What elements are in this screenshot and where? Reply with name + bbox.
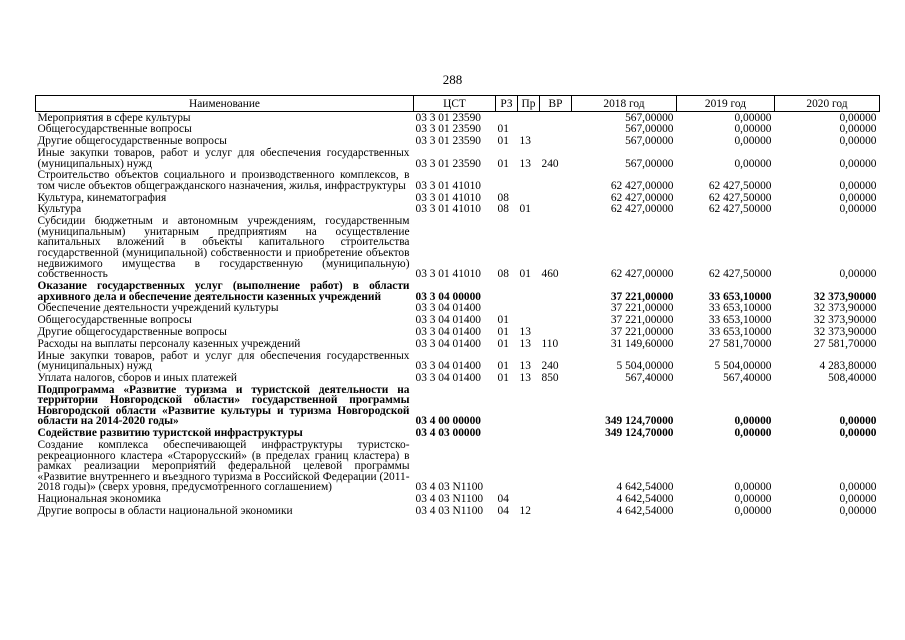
cell-2019: 27 581,70000 — [708, 338, 772, 350]
cell-2020: 0,00000 — [839, 123, 877, 136]
table-row — [36, 170, 880, 192]
cell-pr — [518, 428, 540, 440]
cell-2020: 0,00000 — [839, 427, 877, 440]
cell-pr: 01 — [519, 268, 531, 281]
cell-rz — [496, 303, 518, 315]
cell-rz: 01 — [497, 338, 509, 350]
cell-2020: 32 373,90000 — [813, 314, 877, 327]
cell-2019: 62 427,50000 — [708, 192, 772, 204]
cell-rz — [496, 439, 518, 493]
cell-name: Другие общегосударственные вопросы — [37, 325, 227, 338]
cell-2020: 0,00000 — [839, 179, 877, 192]
cell-pr: 01 — [519, 203, 531, 216]
cell-2019: 33 653,10000 — [708, 314, 772, 327]
cell-2018: 37 221,00000 — [610, 314, 674, 327]
cell-vr: 850 — [541, 372, 559, 384]
table-row — [36, 315, 880, 327]
cell-cst: 03 3 04 01400 — [415, 338, 481, 350]
cell-vr: 240 — [541, 360, 559, 373]
cell-2019: 567,40000 — [723, 372, 772, 384]
cell-name: Культура — [37, 203, 82, 216]
cell-pr — [518, 315, 540, 327]
cell-vr: 240 — [541, 157, 559, 170]
cell-pr — [518, 192, 540, 204]
cell-name: Расходы на выплаты персоналу казенных учреждений — [37, 337, 301, 350]
cell-rz: 01 — [497, 360, 509, 373]
table-body — [36, 112, 880, 518]
table-row — [36, 439, 880, 493]
cell-cst: 03 3 01 23590 — [415, 157, 481, 170]
cell-2018: 4 642,54000 — [616, 481, 674, 494]
cell-cst: 03 4 03 N1100 — [415, 493, 484, 506]
table-row — [36, 216, 880, 281]
cell-2020: 0,00000 — [839, 135, 877, 148]
cell-2019: 0,00000 — [734, 415, 772, 428]
cell-2019: 0,00000 — [734, 111, 772, 124]
cell-vr — [540, 192, 572, 204]
cell-pr: 13 — [519, 326, 531, 338]
table-row — [36, 338, 880, 350]
cell-2019: 0,00000 — [734, 157, 772, 170]
cell-2020: 32 373,90000 — [813, 326, 877, 338]
cell-cst: 03 3 01 41010 — [415, 268, 481, 281]
cell-2018: 37 221,00000 — [610, 326, 674, 338]
cell-name: Обеспечение деятельности учреждений культуры — [37, 302, 279, 315]
cell-rz — [496, 112, 518, 124]
table-row — [36, 280, 880, 302]
cell-2018: 567,00000 — [625, 111, 674, 124]
cell-2020: 0,00000 — [839, 111, 877, 124]
cell-pr: 13 — [519, 360, 531, 373]
cell-pr: 13 — [519, 157, 531, 170]
cell-vr — [540, 280, 572, 302]
table-row — [36, 494, 880, 506]
cell-cst: 03 3 01 41010 — [415, 179, 481, 192]
cell-vr — [540, 439, 572, 493]
cell-2018: 62 427,00000 — [610, 268, 674, 281]
cell-2018: 567,40000 — [625, 372, 674, 384]
table-row — [36, 112, 880, 124]
cell-cst: 03 3 01 41010 — [415, 192, 481, 204]
cell-vr — [540, 428, 572, 440]
cell-cst: 03 3 01 41010 — [415, 203, 481, 216]
cell-name: Культура, кинематография — [37, 191, 167, 204]
cell-name: Содействие развитию туристской инфраструктуры — [37, 427, 303, 440]
cell-name: Другие общегосударственные вопросы — [37, 135, 227, 148]
cell-vr — [540, 204, 572, 216]
cell-cst: 03 3 04 01400 — [415, 360, 481, 373]
cell-rz: 08 — [497, 268, 509, 281]
cell-vr — [540, 136, 572, 148]
cell-name: Субсидии бюджетным и автономным учреждениям, государственным (муниципальным) унитарным предприятиям на осуществление капитальных вложений в объекты капитального строительства государственной (муниципальной) собственности и приобретение объектов недвижимого имущества в государственную (муниципальную) собственность — [37, 215, 410, 281]
header-2020: 2020 год — [775, 96, 880, 112]
cell-2018: 5 504,00000 — [616, 360, 674, 373]
cell-2019: 33 653,10000 — [708, 302, 772, 315]
cell-rz — [496, 384, 518, 428]
cell-name: Оказание государственных услуг (выполнение работ) в области архивного дела и обеспечение деятельности казенных учреждений — [37, 280, 410, 303]
cell-2019: 62 427,50000 — [708, 268, 772, 281]
cell-2018: 349 124,70000 — [605, 415, 674, 428]
header-vr: ВР — [540, 96, 572, 112]
budget-table — [35, 95, 880, 517]
cell-2018: 62 427,00000 — [610, 192, 674, 204]
table-row — [36, 372, 880, 384]
cell-vr — [540, 112, 572, 124]
cell-cst: 03 3 01 23590 — [415, 135, 481, 148]
cell-rz — [496, 280, 518, 302]
cell-2018: 567,00000 — [625, 135, 674, 148]
cell-pr — [518, 303, 540, 315]
cell-2018: 62 427,00000 — [610, 203, 674, 216]
cell-2020: 0,00000 — [839, 157, 877, 170]
cell-2020: 32 373,90000 — [813, 302, 877, 315]
cell-2020: 0,00000 — [839, 415, 877, 428]
cell-name: Мероприятия в сфере культуры — [37, 111, 191, 124]
cell-rz: 04 — [497, 505, 509, 517]
page-number: 288 — [442, 72, 463, 87]
cell-2019: 5 504,00000 — [714, 360, 772, 373]
cell-cst: 03 4 00 00000 — [415, 415, 481, 428]
cell-2019: 0,00000 — [734, 135, 772, 148]
cell-cst: 03 4 03 N1100 — [415, 481, 484, 494]
cell-pr — [518, 439, 540, 493]
cell-name: Иные закупки товаров, работ и услуг для обеспечения государственных (муниципальных) нужд — [37, 146, 410, 170]
cell-2019: 33 653,10000 — [708, 326, 772, 338]
cell-2020: 508,40000 — [828, 372, 877, 384]
cell-rz: 01 — [497, 314, 509, 327]
cell-2018: 37 221,00000 — [610, 290, 674, 303]
cell-name: Национальная экономика — [37, 493, 161, 506]
cell-vr: 460 — [541, 268, 559, 281]
cell-name: Подпрограмма «Развитие туризма и туристской деятельности на территории Новгородской области» государственной программы Новгородской области «Развитие культуры и туризма Новгородской области на 2014-2020 годы» — [37, 383, 410, 428]
cell-2018: 4 642,54000 — [616, 493, 674, 506]
cell-2018: 31 149,60000 — [610, 338, 674, 350]
table-row — [36, 124, 880, 136]
cell-rz: 08 — [497, 203, 509, 216]
cell-2020: 0,00000 — [839, 192, 877, 204]
cell-2020: 32 373,90000 — [813, 290, 877, 303]
cell-2018: 4 642,54000 — [616, 505, 674, 517]
cell-cst: 03 3 04 00000 — [415, 290, 481, 303]
cell-cst: 03 3 04 01400 — [415, 372, 481, 384]
table-row — [36, 384, 880, 428]
cell-2019: 0,00000 — [734, 505, 772, 517]
cell-vr — [540, 505, 572, 517]
table-row — [36, 428, 880, 440]
cell-vr — [540, 315, 572, 327]
cell-rz — [496, 428, 518, 440]
table-header-row — [36, 96, 880, 112]
cell-name: Уплата налогов, сборов и иных платежей — [37, 371, 237, 384]
cell-2018: 567,00000 — [625, 123, 674, 136]
cell-2018: 37 221,00000 — [610, 302, 674, 315]
cell-2019: 33 653,10000 — [708, 290, 772, 303]
cell-2019: 0,00000 — [734, 123, 772, 136]
cell-cst: 03 4 03 00000 — [415, 427, 481, 440]
header-2019: 2019 год — [677, 96, 775, 112]
cell-rz: 01 — [497, 123, 509, 136]
cell-vr — [540, 124, 572, 136]
cell-pr — [518, 494, 540, 506]
cell-2019: 0,00000 — [734, 493, 772, 506]
cell-2018: 62 427,00000 — [610, 179, 674, 192]
cell-2019: 62 427,50000 — [708, 179, 772, 192]
cell-pr: 13 — [519, 372, 531, 384]
cell-cst: 03 3 04 01400 — [415, 302, 481, 315]
cell-vr — [540, 494, 572, 506]
cell-2019: 0,00000 — [734, 427, 772, 440]
cell-vr: 110 — [541, 338, 559, 350]
table-row — [36, 192, 880, 204]
cell-cst: 03 3 04 01400 — [415, 326, 481, 338]
table-row — [36, 303, 880, 315]
cell-2020: 0,00000 — [839, 505, 877, 517]
table-row — [36, 204, 880, 216]
cell-pr — [518, 124, 540, 136]
cell-2020: 0,00000 — [839, 493, 877, 506]
header-cst: ЦСТ — [414, 96, 496, 112]
cell-cst: 03 3 04 01400 — [415, 314, 481, 327]
header-rz: РЗ — [496, 96, 518, 112]
cell-pr: 12 — [519, 505, 531, 517]
cell-rz: 01 — [497, 326, 509, 338]
cell-vr — [540, 303, 572, 315]
table-row — [36, 350, 880, 372]
cell-vr — [540, 326, 572, 338]
cell-rz: 01 — [497, 157, 509, 170]
cell-pr — [518, 170, 540, 192]
header-2018: 2018 год — [572, 96, 677, 112]
cell-pr — [518, 384, 540, 428]
cell-2020: 27 581,70000 — [813, 338, 877, 350]
cell-2019: 62 427,50000 — [708, 203, 772, 216]
cell-rz: 04 — [497, 493, 509, 506]
cell-2020: 0,00000 — [839, 481, 877, 494]
cell-cst: 03 3 01 23590 — [415, 111, 481, 124]
cell-2020: 0,00000 — [839, 268, 877, 281]
cell-2018: 349 124,70000 — [605, 427, 674, 440]
table-row — [36, 326, 880, 338]
cell-vr — [540, 384, 572, 428]
cell-name: Создание комплекса обеспечивающей инфраструктуры туристско-рекреационного кластера «Старорусский» (в пределах границ кластера) в рамках реализации мероприятий федеральной целевой программы «Развитие внутреннего и въездного туризма в Российской Федерации (2011-2018 годы)» (сверх уровня, предусмотренного соглашением) — [37, 439, 410, 494]
cell-pr: 13 — [519, 135, 531, 148]
cell-2018: 567,00000 — [625, 157, 674, 170]
cell-cst: 03 3 01 23590 — [415, 123, 481, 136]
cell-pr — [518, 280, 540, 302]
cell-rz: 01 — [497, 372, 509, 384]
cell-pr — [518, 112, 540, 124]
cell-cst: 03 4 03 N1100 — [415, 505, 484, 517]
cell-2020: 4 283,80000 — [819, 360, 877, 373]
cell-name: Иные закупки товаров, работ и услуг для обеспечения государственных (муниципальных) нужд — [37, 349, 410, 373]
cell-rz: 01 — [497, 135, 509, 148]
cell-name: Общегосударственные вопросы — [37, 314, 192, 327]
cell-name: Строительство объектов социального и производственного комплексов, в том числе объектов общегражданского назначения, жилья, инфраструктуры — [37, 169, 410, 192]
cell-2020: 0,00000 — [839, 203, 877, 216]
table-row — [36, 136, 880, 148]
header-pr: Пр — [518, 96, 540, 112]
cell-pr: 13 — [519, 338, 531, 350]
cell-vr — [540, 170, 572, 192]
cell-name: Другие вопросы в области национальной экономики — [37, 504, 293, 517]
cell-rz — [496, 170, 518, 192]
table-row — [36, 505, 880, 517]
cell-rz: 08 — [497, 192, 509, 204]
cell-2019: 0,00000 — [734, 481, 772, 494]
cell-name: Общегосударственные вопросы — [37, 123, 192, 136]
table-row — [36, 147, 880, 169]
header-name: Наименование — [36, 96, 414, 112]
